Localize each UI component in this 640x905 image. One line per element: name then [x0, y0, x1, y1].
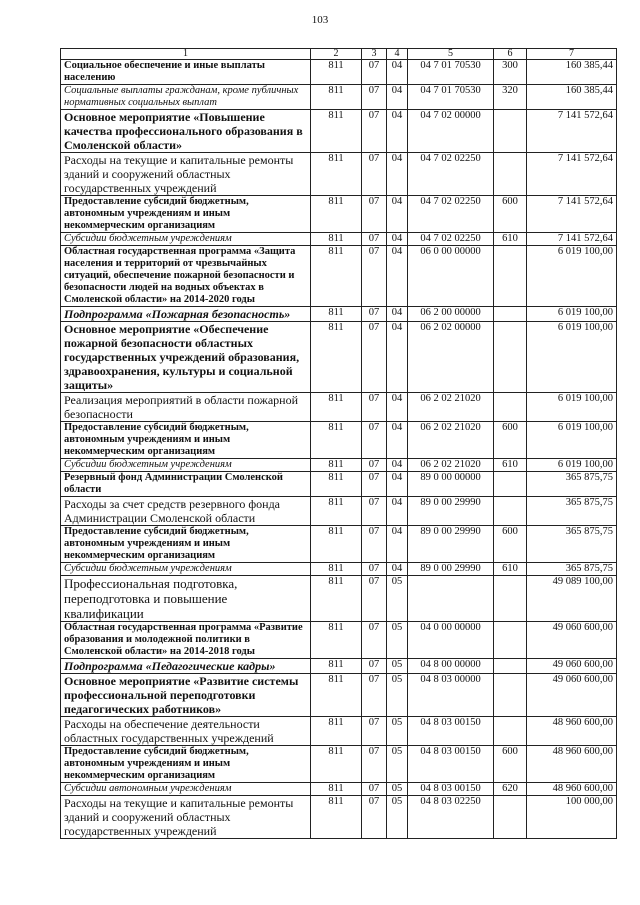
column-header: 6 — [494, 49, 527, 60]
row-code-target: 04 7 01 70530 — [408, 60, 494, 85]
row-code-admin: 811 — [311, 526, 362, 563]
row-code-section: 07 — [362, 674, 387, 717]
row-code-subsection: 04 — [387, 563, 408, 576]
row-name: Предоставление субсидий бюджетным, автономным учреждениям и иным некоммерческим организациям — [61, 196, 311, 233]
row-code-subsection: 04 — [387, 85, 408, 110]
row-code-target: 04 7 02 00000 — [408, 110, 494, 153]
row-name: Областная государственная программа «Защита населения и территорий от чрезвычайных ситуаций, обеспечение пожарной безопасности и безопасности людей на водных объектах в Смоленской области» на 2014-2020 годы — [61, 246, 311, 307]
row-code-target: 06 2 02 21020 — [408, 422, 494, 459]
row-name: Областная государственная программа «Развитие образования и молодежной политики в Смоленской области» на 2014-2018 годы — [61, 622, 311, 659]
row-code-expense-type — [494, 659, 527, 674]
row-code-target: 89 0 00 00000 — [408, 472, 494, 497]
row-code-expense-type — [494, 576, 527, 622]
row-code-section: 07 — [362, 233, 387, 246]
row-name: Расходы на текущие и капитальные ремонты зданий и сооружений областных государственных учреждений — [61, 153, 311, 196]
row-name: Субсидии автономным учреждениям — [61, 783, 311, 796]
row-code-target: 06 2 02 21020 — [408, 459, 494, 472]
row-code-admin: 811 — [311, 796, 362, 839]
row-code-target: 06 2 00 00000 — [408, 307, 494, 322]
row-code-section: 07 — [362, 796, 387, 839]
row-code-admin: 811 — [311, 783, 362, 796]
row-code-expense-type — [494, 153, 527, 196]
column-header: 4 — [387, 49, 408, 60]
row-code-expense-type — [494, 717, 527, 746]
row-code-expense-type — [494, 622, 527, 659]
row-code-admin: 811 — [311, 622, 362, 659]
row-code-section: 07 — [362, 196, 387, 233]
row-code-target: 89 0 00 29990 — [408, 497, 494, 526]
row-code-expense-type — [494, 796, 527, 839]
row-code-section: 07 — [362, 526, 387, 563]
row-code-target: 04 7 02 02250 — [408, 196, 494, 233]
row-code-section: 07 — [362, 246, 387, 307]
row-code-expense-type: 600 — [494, 196, 527, 233]
row-code-admin: 811 — [311, 246, 362, 307]
row-code-section: 07 — [362, 110, 387, 153]
row-amount: 7 141 572,64 — [527, 110, 617, 153]
table-row — [61, 472, 617, 497]
row-code-admin: 811 — [311, 497, 362, 526]
row-code-subsection: 04 — [387, 246, 408, 307]
table-row — [61, 153, 617, 196]
row-code-target: 04 8 03 00150 — [408, 783, 494, 796]
row-code-subsection: 05 — [387, 674, 408, 717]
row-code-section: 07 — [362, 60, 387, 85]
row-code-expense-type: 600 — [494, 746, 527, 783]
row-amount: 6 019 100,00 — [527, 246, 617, 307]
row-name: Предоставление субсидий бюджетным, автономным учреждениям и иным некоммерческим организациям — [61, 422, 311, 459]
row-code-subsection: 05 — [387, 659, 408, 674]
row-amount: 6 019 100,00 — [527, 307, 617, 322]
row-name: Резервный фонд Администрации Смоленской области — [61, 472, 311, 497]
row-name: Предоставление субсидий бюджетным, автономным учреждениям и иным некоммерческим организациям — [61, 746, 311, 783]
table-row — [61, 110, 617, 153]
row-name: Подпрограмма «Педагогические кадры» — [61, 659, 311, 674]
row-code-admin: 811 — [311, 196, 362, 233]
row-amount: 160 385,44 — [527, 85, 617, 110]
row-code-expense-type — [494, 110, 527, 153]
row-amount: 6 019 100,00 — [527, 322, 617, 393]
row-name: Основное мероприятие «Обеспечение пожарной безопасности областных государственных учреждений образования, здравоохранения, культуры и социальной защиты» — [61, 322, 311, 393]
row-name: Субсидии бюджетным учреждениям — [61, 459, 311, 472]
table-row — [61, 659, 617, 674]
row-code-section: 07 — [362, 422, 387, 459]
row-code-subsection: 04 — [387, 497, 408, 526]
table-row — [61, 783, 617, 796]
row-code-admin: 811 — [311, 746, 362, 783]
row-name: Расходы на текущие и капитальные ремонты зданий и сооружений областных государственных учреждений — [61, 796, 311, 839]
row-code-expense-type: 610 — [494, 459, 527, 472]
page-number: 103 — [311, 14, 329, 26]
row-code-expense-type — [494, 307, 527, 322]
row-code-admin: 811 — [311, 717, 362, 746]
table-row — [61, 422, 617, 459]
row-code-section: 07 — [362, 659, 387, 674]
row-code-target: 89 0 00 29990 — [408, 526, 494, 563]
row-code-subsection: 05 — [387, 717, 408, 746]
row-code-section: 07 — [362, 497, 387, 526]
row-code-target: 04 7 01 70530 — [408, 85, 494, 110]
row-amount: 48 960 600,00 — [527, 783, 617, 796]
row-name: Предоставление субсидий бюджетным, автономным учреждениям и иным некоммерческим организациям — [61, 526, 311, 563]
row-code-section: 07 — [362, 563, 387, 576]
row-code-subsection: 05 — [387, 576, 408, 622]
row-code-expense-type: 610 — [494, 233, 527, 246]
row-code-subsection: 04 — [387, 153, 408, 196]
table-row — [61, 576, 617, 622]
table-row — [61, 622, 617, 659]
table-row — [61, 796, 617, 839]
row-code-expense-type: 600 — [494, 526, 527, 563]
row-amount: 160 385,44 — [527, 60, 617, 85]
table-row — [61, 526, 617, 563]
row-amount: 7 141 572,64 — [527, 153, 617, 196]
row-code-subsection: 04 — [387, 472, 408, 497]
row-name: Социальные выплаты гражданам, кроме публичных нормативных социальных выплат — [61, 85, 311, 110]
row-amount: 49 060 600,00 — [527, 674, 617, 717]
row-code-expense-type: 320 — [494, 85, 527, 110]
row-code-subsection: 04 — [387, 422, 408, 459]
row-amount: 49 060 600,00 — [527, 659, 617, 674]
row-code-section: 07 — [362, 153, 387, 196]
row-code-expense-type — [494, 497, 527, 526]
row-amount: 6 019 100,00 — [527, 393, 617, 422]
column-header: 1 — [61, 49, 311, 60]
row-code-subsection: 05 — [387, 783, 408, 796]
row-code-section: 07 — [362, 576, 387, 622]
table-row — [61, 307, 617, 322]
row-code-target — [408, 576, 494, 622]
row-code-expense-type: 610 — [494, 563, 527, 576]
row-code-subsection: 04 — [387, 196, 408, 233]
row-code-admin: 811 — [311, 307, 362, 322]
row-amount: 365 875,75 — [527, 472, 617, 497]
row-code-admin: 811 — [311, 233, 362, 246]
row-code-subsection: 04 — [387, 110, 408, 153]
row-name: Расходы за счет средств резервного фонда Администрации Смоленской области — [61, 497, 311, 526]
table-row — [61, 233, 617, 246]
table-row — [61, 674, 617, 717]
row-code-admin: 811 — [311, 110, 362, 153]
row-code-admin: 811 — [311, 674, 362, 717]
table-row — [61, 563, 617, 576]
row-code-expense-type: 600 — [494, 422, 527, 459]
row-code-section: 07 — [362, 459, 387, 472]
row-code-target: 04 8 00 00000 — [408, 659, 494, 674]
row-code-admin: 811 — [311, 60, 362, 85]
row-code-section: 07 — [362, 717, 387, 746]
row-code-target: 04 8 03 00150 — [408, 746, 494, 783]
row-code-subsection: 04 — [387, 322, 408, 393]
column-header: 5 — [408, 49, 494, 60]
row-amount: 100 000,00 — [527, 796, 617, 839]
row-code-admin: 811 — [311, 153, 362, 196]
row-amount: 49 089 100,00 — [527, 576, 617, 622]
table-row — [61, 196, 617, 233]
row-code-admin: 811 — [311, 472, 362, 497]
budget-table — [60, 48, 617, 839]
table-row — [61, 246, 617, 307]
row-code-admin: 811 — [311, 422, 362, 459]
row-code-target: 04 7 02 02250 — [408, 153, 494, 196]
row-amount: 365 875,75 — [527, 526, 617, 563]
row-code-target: 06 0 00 00000 — [408, 246, 494, 307]
column-header: 2 — [311, 49, 362, 60]
table-row — [61, 322, 617, 393]
row-amount: 49 060 600,00 — [527, 622, 617, 659]
row-name: Реализация мероприятий в области пожарной безопасности — [61, 393, 311, 422]
row-amount: 365 875,75 — [527, 497, 617, 526]
row-name: Профессиональная подготовка, переподготовка и повышение квалификации — [61, 576, 311, 622]
row-code-target: 06 2 02 21020 — [408, 393, 494, 422]
column-header: 7 — [527, 49, 617, 60]
row-amount: 48 960 600,00 — [527, 717, 617, 746]
row-code-subsection: 04 — [387, 526, 408, 563]
row-code-target: 04 0 00 00000 — [408, 622, 494, 659]
row-code-subsection: 04 — [387, 393, 408, 422]
row-amount: 6 019 100,00 — [527, 459, 617, 472]
row-code-section: 07 — [362, 746, 387, 783]
row-code-target: 06 2 02 00000 — [408, 322, 494, 393]
row-code-admin: 811 — [311, 563, 362, 576]
row-code-subsection: 05 — [387, 746, 408, 783]
row-code-section: 07 — [362, 472, 387, 497]
row-code-expense-type: 300 — [494, 60, 527, 85]
table-row — [61, 497, 617, 526]
row-code-target: 89 0 00 29990 — [408, 563, 494, 576]
row-code-subsection: 04 — [387, 307, 408, 322]
table-row — [61, 393, 617, 422]
row-code-target: 04 8 03 00000 — [408, 674, 494, 717]
row-code-section: 07 — [362, 622, 387, 659]
row-name: Основное мероприятие «Повышение качества профессионального образования в Смоленской области» — [61, 110, 311, 153]
row-code-section: 07 — [362, 393, 387, 422]
row-name: Социальное обеспечение и иные выплаты населению — [61, 60, 311, 85]
row-code-subsection: 05 — [387, 796, 408, 839]
row-code-subsection: 05 — [387, 622, 408, 659]
table-row — [61, 85, 617, 110]
row-code-target: 04 8 03 02250 — [408, 796, 494, 839]
row-amount: 7 141 572,64 — [527, 196, 617, 233]
row-amount: 7 141 572,64 — [527, 233, 617, 246]
row-code-admin: 811 — [311, 459, 362, 472]
row-name: Субсидии бюджетным учреждениям — [61, 233, 311, 246]
header-row — [61, 49, 617, 60]
row-name: Расходы на обеспечение деятельности областных государственных учреждений — [61, 717, 311, 746]
row-code-target: 04 8 03 00150 — [408, 717, 494, 746]
row-amount: 6 019 100,00 — [527, 422, 617, 459]
row-name: Основное мероприятие «Развитие системы профессиональной переподготовки педагогических работников» — [61, 674, 311, 717]
row-code-subsection: 04 — [387, 60, 408, 85]
row-code-subsection: 04 — [387, 233, 408, 246]
row-code-admin: 811 — [311, 659, 362, 674]
table-row — [61, 717, 617, 746]
column-header: 3 — [362, 49, 387, 60]
row-code-expense-type — [494, 393, 527, 422]
row-code-section: 07 — [362, 307, 387, 322]
row-code-subsection: 04 — [387, 459, 408, 472]
row-code-expense-type — [494, 472, 527, 497]
table-row — [61, 60, 617, 85]
table-row — [61, 746, 617, 783]
row-code-admin: 811 — [311, 85, 362, 110]
row-name: Субсидии бюджетным учреждениям — [61, 563, 311, 576]
row-code-admin: 811 — [311, 393, 362, 422]
row-code-target: 04 7 02 02250 — [408, 233, 494, 246]
row-code-admin: 811 — [311, 322, 362, 393]
row-code-section: 07 — [362, 783, 387, 796]
row-code-section: 07 — [362, 85, 387, 110]
table-row — [61, 459, 617, 472]
row-code-section: 07 — [362, 322, 387, 393]
row-code-expense-type: 620 — [494, 783, 527, 796]
row-name: Подпрограмма «Пожарная безопасность» — [61, 307, 311, 322]
row-code-expense-type — [494, 322, 527, 393]
row-amount: 365 875,75 — [527, 563, 617, 576]
row-code-admin: 811 — [311, 576, 362, 622]
row-code-expense-type — [494, 246, 527, 307]
row-amount: 48 960 600,00 — [527, 746, 617, 783]
row-code-expense-type — [494, 674, 527, 717]
